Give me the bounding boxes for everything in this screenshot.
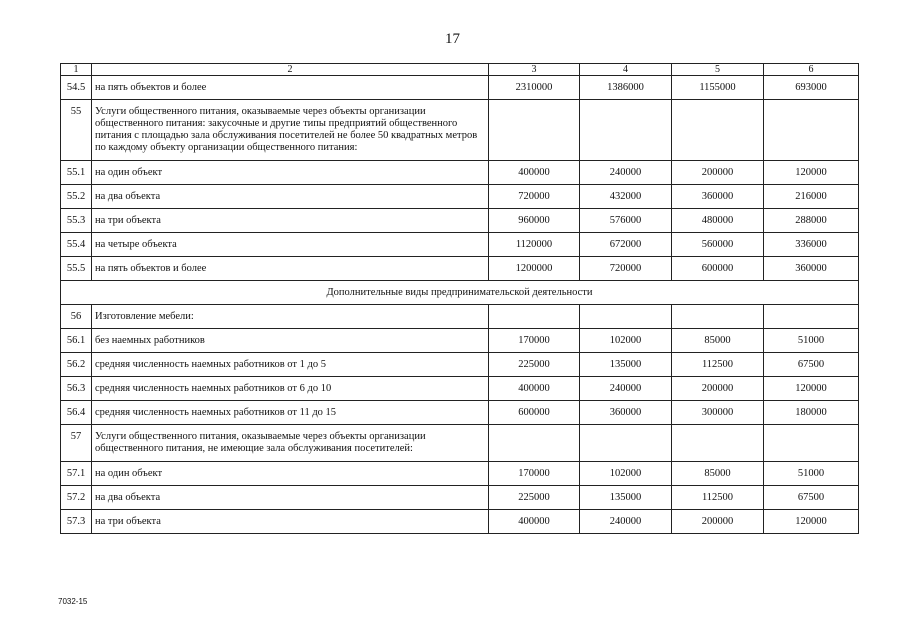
row-label: на пять объектов и более [92, 76, 489, 100]
table-row [61, 305, 859, 329]
value-cell: 600000 [489, 401, 580, 425]
value-cell: 720000 [489, 185, 580, 209]
row-number: 55.5 [61, 257, 92, 281]
column-number: 5 [672, 64, 764, 76]
value-cell [672, 425, 764, 462]
table-row [61, 425, 859, 462]
row-number: 56.3 [61, 377, 92, 401]
column-number: 6 [764, 64, 859, 76]
section-header-row [61, 281, 859, 305]
value-cell: 1200000 [489, 257, 580, 281]
row-number: 55.4 [61, 233, 92, 257]
value-cell: 225000 [489, 353, 580, 377]
row-label: Услуги общественного питания, оказываемые через объекты организации общественного питания: закусочные и другие типы предприятий общественного питания с площадью зала обслуживания посетителей не более 50 квадратных метров по каждому объекту организации общественного питания: [92, 100, 489, 161]
table-row [61, 233, 859, 257]
value-cell: 170000 [489, 329, 580, 353]
value-cell: 170000 [489, 462, 580, 486]
value-cell: 135000 [580, 353, 672, 377]
value-cell: 240000 [580, 161, 672, 185]
value-cell: 67500 [764, 486, 859, 510]
value-cell [672, 100, 764, 161]
row-number: 57 [61, 425, 92, 462]
row-number: 57.2 [61, 486, 92, 510]
value-cell: 432000 [580, 185, 672, 209]
table-row [61, 462, 859, 486]
value-cell: 400000 [489, 161, 580, 185]
value-cell: 85000 [672, 462, 764, 486]
row-label: средняя численность наемных работников от 6 до 10 [92, 377, 489, 401]
value-cell: 51000 [764, 462, 859, 486]
value-cell: 600000 [672, 257, 764, 281]
value-cell [764, 425, 859, 462]
row-label: на пять объектов и более [92, 257, 489, 281]
value-cell: 360000 [764, 257, 859, 281]
value-cell: 360000 [672, 185, 764, 209]
value-cell [580, 425, 672, 462]
table-row [61, 377, 859, 401]
value-cell: 693000 [764, 76, 859, 100]
table-row [61, 76, 859, 100]
table-row [61, 329, 859, 353]
table-row [61, 257, 859, 281]
row-number: 56.2 [61, 353, 92, 377]
table-row [61, 401, 859, 425]
column-number: 1 [61, 64, 92, 76]
value-cell: 1155000 [672, 76, 764, 100]
value-cell [764, 100, 859, 161]
value-cell: 960000 [489, 209, 580, 233]
value-cell: 400000 [489, 510, 580, 534]
value-cell: 51000 [764, 329, 859, 353]
value-cell: 216000 [764, 185, 859, 209]
value-cell: 336000 [764, 233, 859, 257]
value-cell: 576000 [580, 209, 672, 233]
row-number: 57.3 [61, 510, 92, 534]
column-number: 3 [489, 64, 580, 76]
column-number: 4 [580, 64, 672, 76]
value-cell: 360000 [580, 401, 672, 425]
value-cell: 102000 [580, 462, 672, 486]
value-cell: 480000 [672, 209, 764, 233]
row-label: на три объекта [92, 510, 489, 534]
section-title: Дополнительные виды предпринимательской деятельности [61, 281, 859, 305]
row-label: на один объект [92, 462, 489, 486]
value-cell: 120000 [764, 510, 859, 534]
row-number: 55.2 [61, 185, 92, 209]
document-code: 7032-15 [58, 597, 88, 606]
value-cell: 300000 [672, 401, 764, 425]
row-number: 55.3 [61, 209, 92, 233]
row-label: средняя численность наемных работников от 1 до 5 [92, 353, 489, 377]
value-cell [580, 305, 672, 329]
row-number: 54.5 [61, 76, 92, 100]
row-label: Услуги общественного питания, оказываемые через объекты организации общественного питания, не имеющие зала обслуживания посетителей: [92, 425, 489, 462]
value-cell: 560000 [672, 233, 764, 257]
row-label: на два объекта [92, 486, 489, 510]
value-cell: 67500 [764, 353, 859, 377]
value-cell [764, 305, 859, 329]
value-cell [489, 100, 580, 161]
table-row [61, 100, 859, 161]
row-label: без наемных работников [92, 329, 489, 353]
page-number: 17 [445, 31, 460, 47]
value-cell: 112500 [672, 353, 764, 377]
row-label: средняя численность наемных работников от 11 до 15 [92, 401, 489, 425]
row-number: 55.1 [61, 161, 92, 185]
row-number: 56.1 [61, 329, 92, 353]
value-cell: 112500 [672, 486, 764, 510]
row-label: на два объекта [92, 185, 489, 209]
column-number: 2 [92, 64, 489, 76]
table-row [61, 185, 859, 209]
value-cell [580, 100, 672, 161]
value-cell: 200000 [672, 377, 764, 401]
column-numbers-row [61, 64, 859, 76]
value-cell: 2310000 [489, 76, 580, 100]
value-cell: 180000 [764, 401, 859, 425]
table-row [61, 161, 859, 185]
value-cell: 288000 [764, 209, 859, 233]
value-cell: 240000 [580, 377, 672, 401]
value-cell [489, 305, 580, 329]
value-cell: 135000 [580, 486, 672, 510]
value-cell: 120000 [764, 377, 859, 401]
table-row [61, 209, 859, 233]
table-row [61, 353, 859, 377]
value-cell: 200000 [672, 510, 764, 534]
row-number: 56.4 [61, 401, 92, 425]
value-cell [489, 425, 580, 462]
tariff-table [60, 63, 859, 534]
value-cell: 1386000 [580, 76, 672, 100]
row-label: Изготовление мебели: [92, 305, 489, 329]
value-cell: 85000 [672, 329, 764, 353]
row-label: на три объекта [92, 209, 489, 233]
value-cell: 400000 [489, 377, 580, 401]
value-cell: 102000 [580, 329, 672, 353]
row-number: 55 [61, 100, 92, 161]
value-cell: 120000 [764, 161, 859, 185]
value-cell: 240000 [580, 510, 672, 534]
row-label: на четыре объекта [92, 233, 489, 257]
row-number: 57.1 [61, 462, 92, 486]
row-label: на один объект [92, 161, 489, 185]
value-cell: 1120000 [489, 233, 580, 257]
value-cell: 720000 [580, 257, 672, 281]
value-cell: 200000 [672, 161, 764, 185]
row-number: 56 [61, 305, 92, 329]
table-row [61, 510, 859, 534]
value-cell [672, 305, 764, 329]
table-row [61, 486, 859, 510]
value-cell: 225000 [489, 486, 580, 510]
value-cell: 672000 [580, 233, 672, 257]
